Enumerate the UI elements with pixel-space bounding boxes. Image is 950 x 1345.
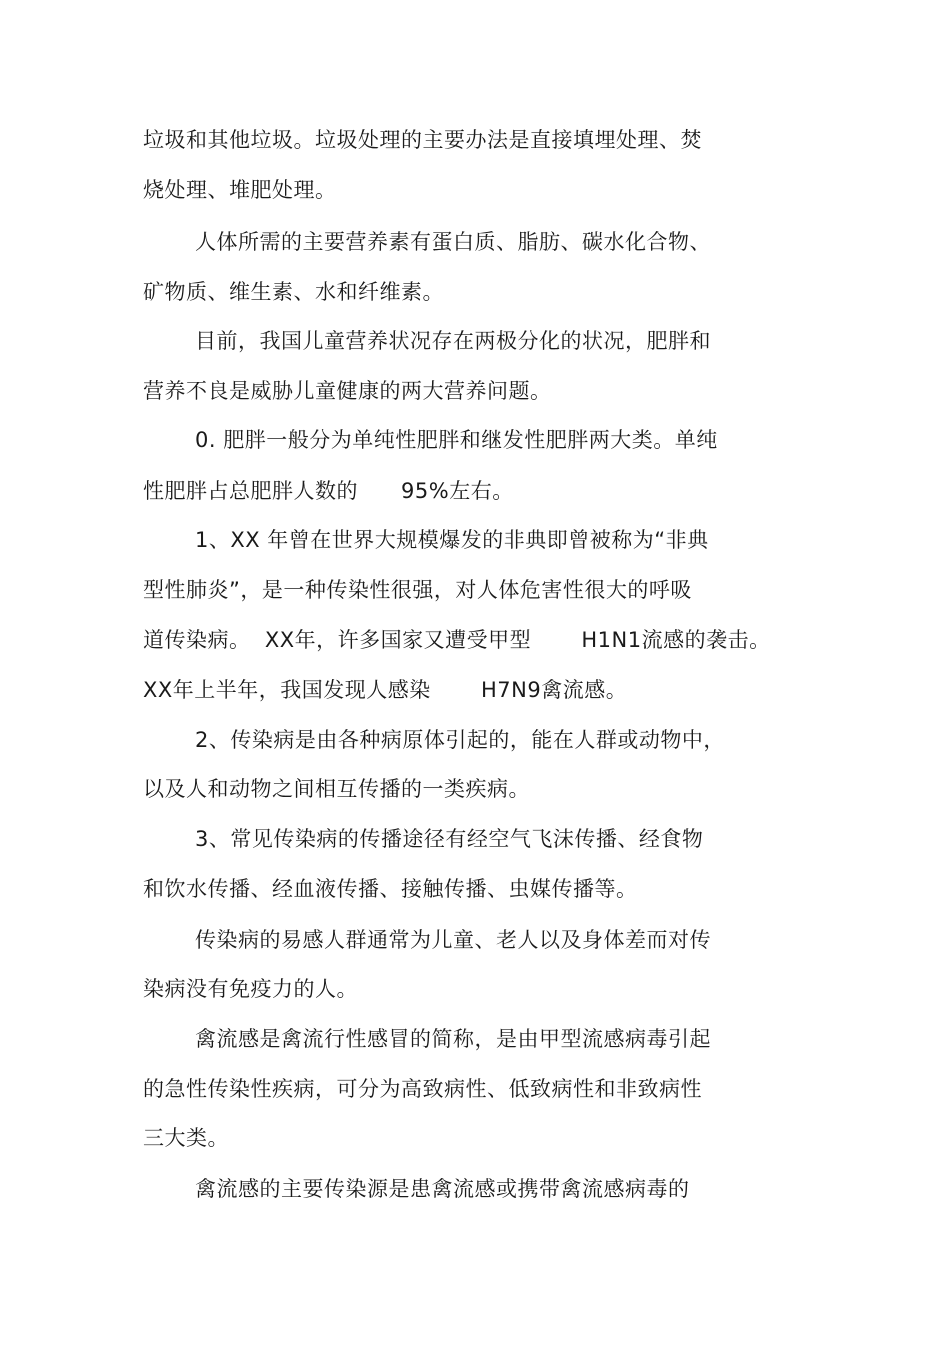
- text-line: 以及人和动物之间相互传播的一类疾病。: [143, 777, 530, 801]
- text-line: 和饮水传播、经血液传播、接触传播、虫媒传播等。: [143, 877, 638, 901]
- text-line: 人体所需的主要营养素有蛋白质、脂肪、碳水化合物、: [195, 230, 711, 254]
- text-line: 目前，我国儿童营养状况存在两极分化的状况，肥胖和: [195, 329, 711, 353]
- text-line: 的急性传染性疾病，可分为高致病性、低致病性和非致病性: [143, 1077, 702, 1101]
- text-line: 营养不良是威胁儿童健康的两大营养问题。: [143, 379, 552, 403]
- text-line: 垃圾和其他垃圾。垃圾处理的主要办法是直接填埋处理、焚: [143, 128, 702, 152]
- text-line: 3、常见传染病的传播途径有经空气飞沫传播、经食物: [195, 827, 704, 851]
- text-line: 禽流感是禽流行性感冒的简称，是由甲型流感病毒引起: [195, 1027, 711, 1051]
- text-line: 1、XX 年曾在世界大规模爆发的非典即曾被称为“非典: [195, 528, 709, 552]
- text-line: 2、传染病是由各种病原体引起的，能在人群或动物中，: [195, 728, 725, 752]
- text-line: 性肥胖占总肥胖人数的 95%左右。: [143, 479, 514, 503]
- text-line: 禽流感的主要传染源是患禽流感或携带禽流感病毒的: [195, 1177, 690, 1201]
- text-line: 三大类。: [143, 1126, 229, 1150]
- text-line: 型性肺炎”，是一种传染性很强，对人体危害性很大的呼吸: [143, 578, 692, 602]
- text-line: XX年上半年，我国发现人感染 H7N9禽流感。: [143, 678, 628, 702]
- text-line: 烧处理、堆肥处理。: [143, 178, 337, 202]
- text-line: 0. 肥胖一般分为单纯性肥胖和继发性肥胖两大类。单纯: [195, 428, 718, 452]
- text-line: 染病没有免疫力的人。: [143, 977, 358, 1001]
- text-line: 矿物质、维生素、水和纤维素。: [143, 280, 444, 304]
- text-line: 道传染病。 XX年，许多国家又遭受甲型 H1N1流感的袭击。: [143, 628, 771, 652]
- text-line: 传染病的易感人群通常为儿童、老人以及身体差而对传: [195, 928, 711, 952]
